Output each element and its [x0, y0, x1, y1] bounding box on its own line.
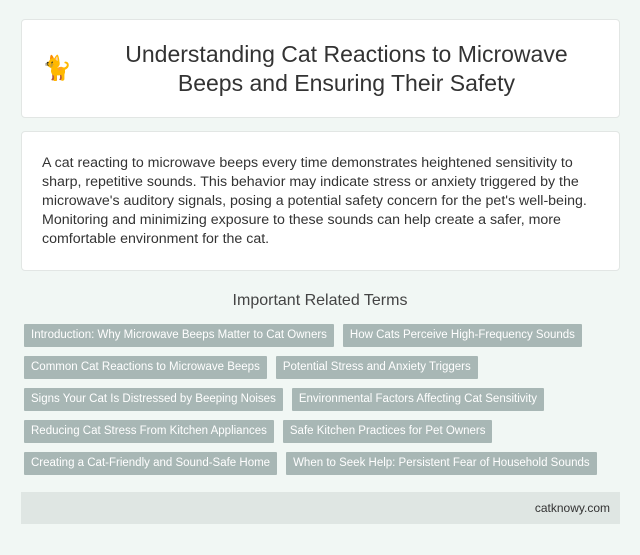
tag-row — [24, 420, 624, 443]
related-term-tag[interactable]: When to Seek Help: Persistent Fear of Household Sounds — [286, 452, 597, 475]
cat-icon: 🐈 — [42, 54, 72, 82]
tag-row — [24, 388, 624, 411]
related-term-tag[interactable]: Introduction: Why Microwave Beeps Matter to Cat Owners — [24, 324, 334, 347]
related-term-tag[interactable]: Potential Stress and Anxiety Triggers — [276, 356, 478, 379]
page-title: Understanding Cat Reactions to Microwave Beeps and Ensuring Their Safety — [125, 40, 568, 96]
tag-row — [24, 452, 624, 475]
related-terms-heading: Important Related Terms — [232, 292, 408, 309]
related-terms-list — [24, 324, 624, 484]
related-term-tag[interactable]: Common Cat Reactions to Microwave Beeps — [24, 356, 267, 379]
tag-row — [24, 324, 624, 347]
related-term-tag[interactable]: Environmental Factors Affecting Cat Sensitivity — [292, 388, 544, 411]
related-term-tag[interactable]: How Cats Perceive High-Frequency Sounds — [343, 324, 582, 347]
related-term-tag[interactable]: Signs Your Cat Is Distressed by Beeping Noises — [24, 388, 283, 411]
footer-site-link[interactable]: catknowy.com — [534, 501, 610, 515]
title-card — [21, 19, 620, 118]
related-term-tag[interactable]: Safe Kitchen Practices for Pet Owners — [283, 420, 493, 443]
footer — [21, 492, 620, 524]
related-term-tag[interactable]: Creating a Cat-Friendly and Sound-Safe Home — [24, 452, 277, 475]
title-inner — [42, 40, 599, 98]
tag-row — [24, 356, 624, 379]
related-term-tag[interactable]: Reducing Cat Stress From Kitchen Appliances — [24, 420, 274, 443]
description-text: A cat reacting to microwave beeps every time demonstrates heightened sensitivity to sharp, repetitive sounds. This behavior may indicate stress or anxiety triggered by the microwave's auditory signals, posing a potential safety concern for the pet's well-being. Monitoring and minimizing exposure to these sounds can help create a safer, more comfortable environment for the cat. — [42, 155, 587, 247]
description-card — [21, 131, 620, 271]
